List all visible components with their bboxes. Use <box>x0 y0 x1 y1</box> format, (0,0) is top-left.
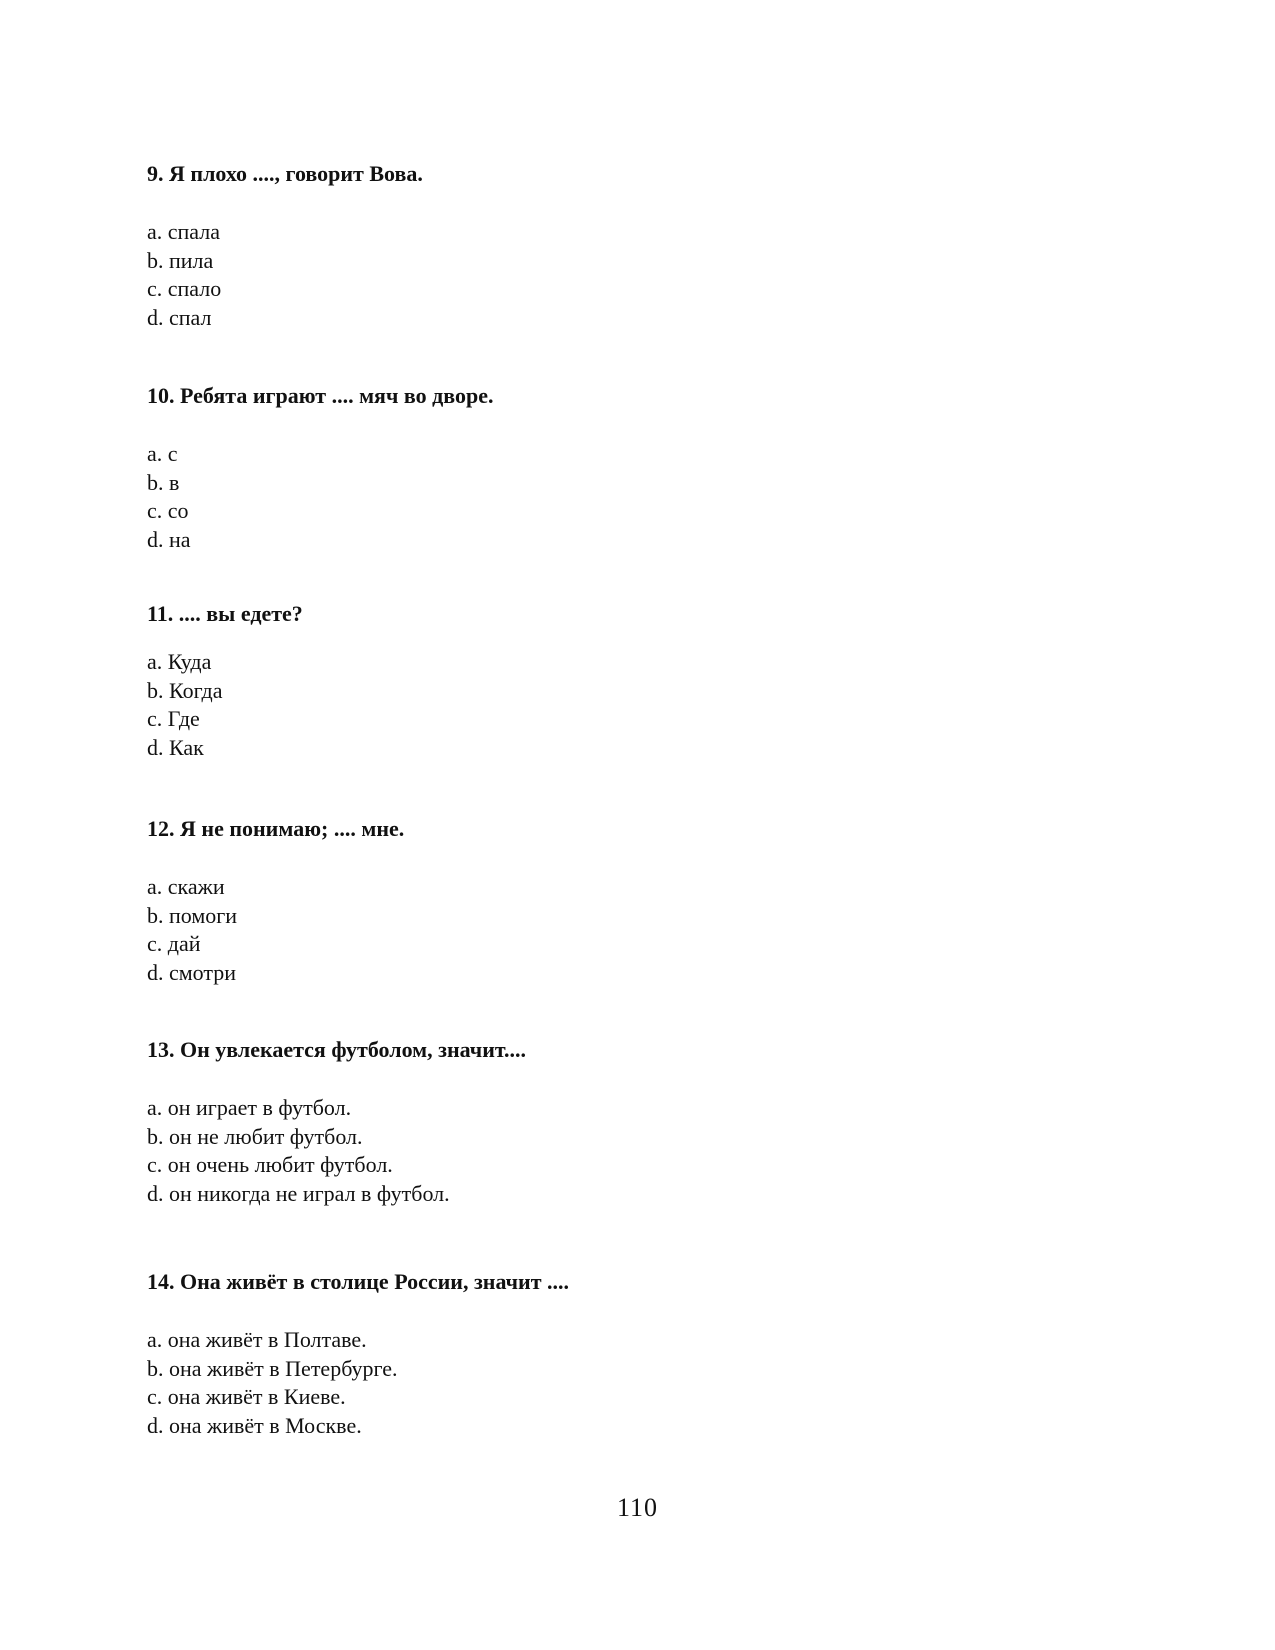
question-title: 13. Он увлекается футболом, значит.... <box>147 1037 527 1062</box>
option-a: a. он играет в футбол. <box>147 1095 352 1120</box>
option-a: a. Куда <box>147 649 212 674</box>
page-number: 110 <box>616 1493 659 1522</box>
option-b: b. в <box>147 469 180 495</box>
option-c: c. со <box>147 498 189 524</box>
question-title: 11. .... вы едете? <box>147 601 303 626</box>
option-d: d. спал <box>147 305 212 331</box>
option-c: c. спало <box>147 276 222 302</box>
answer-options <box>147 440 1147 555</box>
option-c: c. Где <box>147 706 200 732</box>
option-a: a. спала <box>147 219 221 244</box>
question-title: 12. Я не понимаю; .... мне. <box>147 816 405 841</box>
option-b: b. помоги <box>147 902 238 928</box>
answer-options <box>147 648 1147 763</box>
option-b: b. он не любит футбол. <box>147 1123 363 1149</box>
question-9 <box>147 160 1147 333</box>
option-a: a. она живёт в Полтаве. <box>147 1327 367 1352</box>
option-c: c. дай <box>147 931 201 957</box>
option-b: b. пила <box>147 247 214 273</box>
question-title: 9. Я плохо ...., говорит Вова. <box>147 161 423 186</box>
question-10 <box>147 382 1147 555</box>
option-d: d. она живёт в Москве. <box>147 1413 362 1439</box>
option-c: c. она живёт в Киеве. <box>147 1384 346 1410</box>
question-11 <box>147 600 1147 763</box>
question-13 <box>147 1036 1147 1209</box>
question-title: 10. Ребята играют .... мяч во дворе. <box>147 383 494 408</box>
option-b: b. Когда <box>147 677 223 703</box>
option-b: b. она живёт в Петербурге. <box>147 1355 398 1381</box>
option-d: d. на <box>147 527 191 553</box>
question-14 <box>147 1268 1147 1441</box>
option-a: a. с <box>147 441 178 466</box>
answer-options <box>147 218 1147 333</box>
question-12 <box>147 815 1147 988</box>
answer-options <box>147 1326 1147 1441</box>
option-c: c. он очень любит футбол. <box>147 1152 393 1178</box>
answer-options <box>147 873 1147 988</box>
answer-options <box>147 1094 1147 1209</box>
option-d: d. он никогда не играл в футбол. <box>147 1181 450 1207</box>
option-d: d. Как <box>147 735 204 761</box>
option-a: a. скажи <box>147 874 225 899</box>
question-title: 14. Она живёт в столице России, значит .... <box>147 1269 569 1294</box>
option-d: d. смотри <box>147 960 237 986</box>
